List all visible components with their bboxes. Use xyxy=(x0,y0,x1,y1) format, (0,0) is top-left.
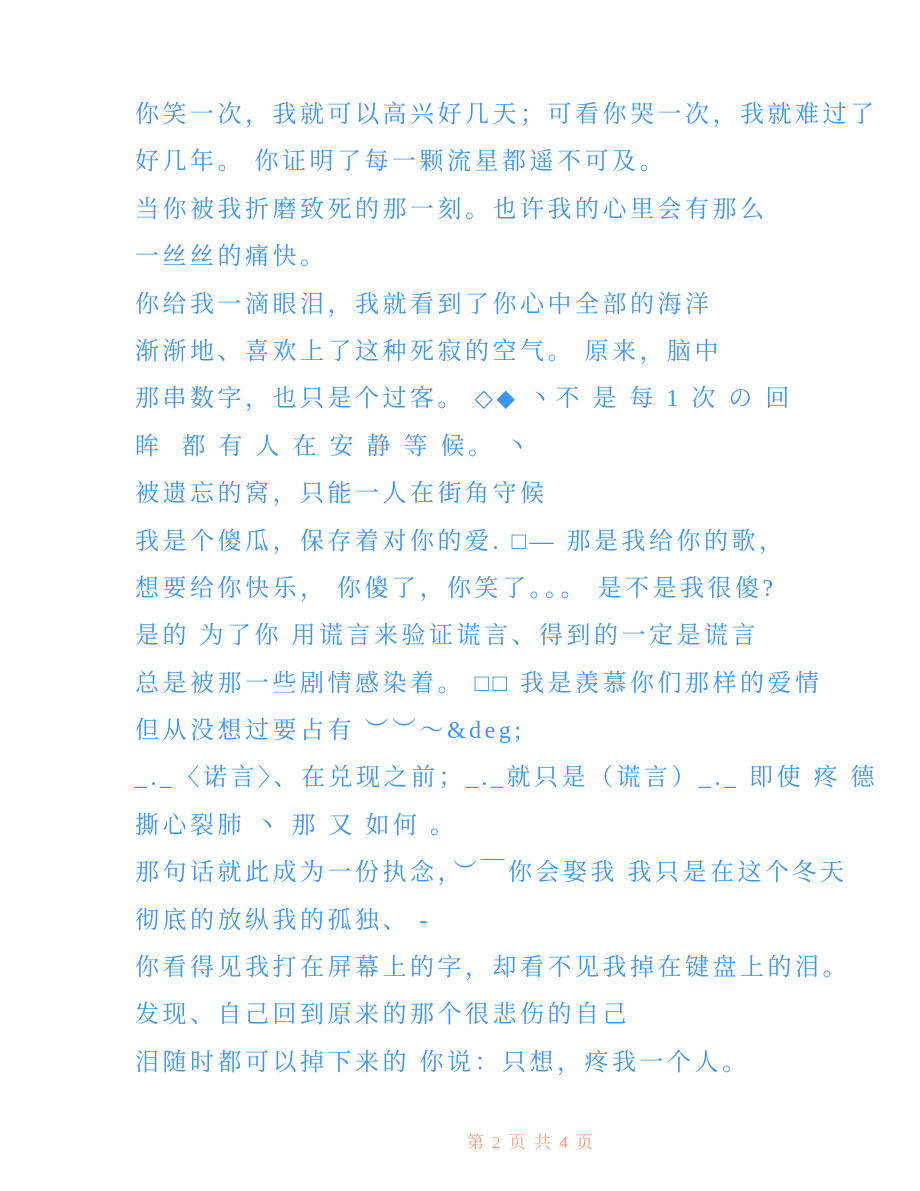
text-line: 你笑一次，我就可以高兴好几天；可看你哭一次，我就难过了 xyxy=(135,102,878,128)
page-footer xyxy=(135,1107,902,1179)
text-line: _._〈诺言〉、在兑现之前；_._就只是（谎言）_._ 即使 疼 德 xyxy=(135,765,878,792)
text-line: 当你被我折磨致死的那一刻。也许我的心里会有那么 xyxy=(135,196,768,223)
document-body xyxy=(135,92,902,1087)
text-line: 撕心裂肺 丶 那 又 如何 。 xyxy=(135,812,458,839)
text-line: 我是个傻瓜，保存着对你的爱. □— 那是我给你的歌， xyxy=(135,528,787,555)
text-line: 好几年。 你证明了每一颗流星都遥不可及。 xyxy=(135,149,667,176)
text-line: 你给我一滴眼泪，我就看到了你心中全部的海洋 xyxy=(135,291,713,318)
text-line: 总是被那一些剧情感染着。 □□ 我是羡慕你们那样的爱情 xyxy=(135,670,823,697)
text-line: 泪随时都可以掉下来的 你说：只想，疼我一个人。 xyxy=(135,1049,750,1076)
text-line: 那句话就此成为一份执念，︶￣你会娶我 我只是在这个冬天 xyxy=(135,860,848,887)
text-line: 那串数字，也只是个过客。 ◇◆ 丶不 是 每 1 次 の 回 xyxy=(135,386,793,413)
text-line: 是的 为了你 用谎言来验证谎言、得到的一定是谎言 xyxy=(135,623,759,650)
text-line: 但从没想过要占有 ︶︶〜&deg; xyxy=(135,718,525,745)
text-line: 彻底的放纵我的孤独、 - xyxy=(135,907,431,934)
text-line: 发现、自己回到原来的那个很悲伤的自己 xyxy=(135,1002,630,1029)
text-line: 一丝丝的痛快。 xyxy=(135,244,328,271)
text-line: 你看得见我打在屏幕上的字，却看不见我掉在键盘上的泪。 xyxy=(135,955,850,982)
page-number-text: 第 2 页 共 4 页 xyxy=(466,1133,596,1153)
text-line: 眸 都 有 人 在 安 静 等 候。 丶 xyxy=(135,433,533,460)
text-line: 被遗忘的窝，只能一人在街角守候 xyxy=(135,481,548,508)
text-line: 想要给你快乐， 你傻了，你笑了。。。 是不是我很傻? xyxy=(135,575,777,602)
text-line: 渐渐地、喜欢上了这种死寂的空气。 原来，脑中 xyxy=(135,338,722,365)
